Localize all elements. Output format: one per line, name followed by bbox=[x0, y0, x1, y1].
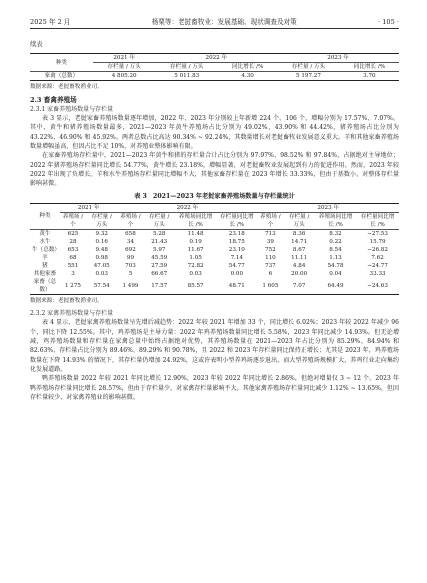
table-row bbox=[30, 270, 399, 278]
table-cell: 0.22 bbox=[329, 238, 342, 245]
column-header: 存栏量 / 万头 bbox=[91, 213, 112, 228]
table-cell: 15.79 bbox=[369, 238, 386, 245]
paragraph: 鸭养殖场数量 2022 年较 2021 年同比增长 12.90%，2023 年较 2022 年同比增长 2.86%，但绝对增量仅 3 ~ 12 个。2023 年鸭养殖场存栏量同比增长 28.57%，但由于存栏量少，对家禽存栏量影响不大。其他家禽养殖场存栏量同比减少 1.12% ~ 13.65%，但因存栏量较少，对家禽养殖业的影响甚微。 bbox=[30, 375, 399, 401]
year-header: 2023 年 bbox=[277, 54, 399, 63]
continued-label: 续表 bbox=[30, 41, 43, 48]
table-cell: 653 bbox=[67, 246, 79, 253]
year-header: 2021 年 bbox=[60, 203, 118, 212]
table-cell: 5.97 bbox=[152, 246, 166, 253]
column-header: 养殖场 / 个 bbox=[120, 213, 141, 228]
column-header: 养殖场 / 个 bbox=[62, 213, 84, 228]
table3-rowhead: 种类 bbox=[39, 213, 51, 220]
table-cell: 658 bbox=[125, 230, 136, 237]
table-cell: 8.54 bbox=[329, 246, 342, 253]
table-cell: 3.70 bbox=[363, 73, 376, 80]
column-header: 存栏量 / 万头 bbox=[288, 213, 310, 228]
year-header: 2022 年 bbox=[117, 203, 257, 212]
table-row bbox=[30, 238, 399, 246]
table-cell: 110 bbox=[265, 254, 276, 261]
table-cell: 1.05 bbox=[189, 254, 202, 261]
table-cell: 57.54 bbox=[93, 282, 110, 289]
table-cell: 1.13 bbox=[329, 254, 342, 261]
table-cell: 28 bbox=[69, 238, 77, 245]
table-cell: 0.03 bbox=[95, 270, 108, 277]
table-cell: 625 bbox=[67, 230, 79, 237]
table-cell: 9.48 bbox=[95, 246, 108, 253]
year-header: 2022 年 bbox=[155, 54, 277, 63]
row-label: 水牛 bbox=[39, 238, 51, 245]
column-header: 存栏量同比增长 /% bbox=[220, 213, 254, 228]
table-cell: 45.59 bbox=[151, 254, 168, 261]
table-cell: 8.67 bbox=[292, 246, 306, 253]
year-header: 2021 年 bbox=[93, 54, 156, 63]
column-header: 存栏量同比增长 /% bbox=[360, 213, 395, 228]
row-label: 黄牛 bbox=[39, 230, 51, 237]
table-cell: −26.82 bbox=[367, 246, 388, 253]
row-label: 猪 bbox=[42, 262, 48, 269]
table-cell: 33.33 bbox=[369, 270, 386, 277]
table-cell: 11.11 bbox=[291, 254, 308, 261]
table-cell: 9.32 bbox=[95, 230, 108, 237]
paragraph: 表 4 显示，老挝家禽养殖场数量呈先增后减趋势：2022 年较 2021 年增加 33 个，同比增长 6.02%；2023 年较 2022 年减少 96 个，同比下降 12.55%。其中，鸡养殖场是主导力量：2022 年鸡养殖场数量同比增长 5.58%，2023 年同比减少 14.93%。但无论增减，鸡养殖场数量和存栏量在家禽总量中始终占据绝对优势，其养殖场数量在 2021—2023 年占比分别为 85.29%、84.94% 和 82.63%，存栏量占比分别为 89.46%、89.29% 和 90.78%，且 2022 和 2023 年存栏量同比保持正增长；尤其是 2023 年，鸡养殖场数量在下降 14.93% 的情况下，其存栏量仍增加 24.92%，这或许表明小型养鸡场逐步退出，而大型养殖场规模扩大，养鸡行业走向集约化发展道路。 bbox=[30, 319, 399, 373]
column-header: 养殖场同比增长 /% bbox=[178, 213, 213, 228]
table-row bbox=[30, 254, 399, 262]
table-cell: 7.14 bbox=[230, 254, 244, 261]
table-cell: 20.00 bbox=[291, 270, 308, 277]
table-cell: 4.84 bbox=[292, 262, 306, 269]
table-cell: 0.19 bbox=[189, 238, 202, 245]
table-top bbox=[30, 53, 399, 81]
table-cell: 7.62 bbox=[371, 254, 384, 261]
table-cell: 5 011.83 bbox=[174, 73, 200, 80]
table-cell: 3 bbox=[71, 270, 75, 277]
table-cell: 692 bbox=[125, 246, 136, 253]
table-row bbox=[30, 278, 399, 295]
subsection-heading: 2.3.2 家禽养殖场数量与存栏量 bbox=[30, 310, 114, 318]
table-cell: 1 605 bbox=[262, 282, 279, 289]
table-cell: 8.32 bbox=[329, 230, 342, 237]
column-header: 存栏量 / 万头 bbox=[170, 64, 204, 71]
table-cell: 47.05 bbox=[93, 262, 110, 269]
table-cell: 48.71 bbox=[228, 282, 245, 289]
table-cell: 8.36 bbox=[292, 230, 306, 237]
table-cell: 11.67 bbox=[187, 246, 204, 253]
row-label: 牛（总数） bbox=[32, 246, 60, 253]
table-cell: 72.82 bbox=[187, 262, 204, 269]
table-cell: 66.67 bbox=[151, 270, 168, 277]
table-cell: 68 bbox=[69, 254, 77, 261]
table-cell: 17.57 bbox=[151, 282, 168, 289]
table-cell: 0.16 bbox=[95, 238, 108, 245]
table-cell: 703 bbox=[125, 262, 136, 269]
table-cell: 23.10 bbox=[228, 246, 245, 253]
column-header: 养殖场同比增长 /% bbox=[318, 213, 353, 228]
table-note: 数据来源：老挝畜牧渔业司。 bbox=[30, 84, 103, 91]
row-label: 其他家畜 bbox=[33, 270, 57, 277]
row-label: 家畜（总数） bbox=[33, 278, 57, 293]
table-cell: 5 bbox=[128, 270, 133, 277]
table-row bbox=[30, 246, 399, 254]
table-cell: 0.98 bbox=[95, 254, 108, 261]
table-cell: 85.57 bbox=[187, 282, 204, 289]
table-caption: 表 3 2021—2023 年老挝家畜养殖场数量与存栏量统计 bbox=[134, 192, 295, 200]
table-cell: 0.00 bbox=[230, 270, 244, 277]
table-cell: 23.18 bbox=[228, 230, 245, 237]
table-cell: 99 bbox=[126, 254, 135, 261]
table-cell: 39 bbox=[266, 238, 274, 245]
page-number: · 105 · bbox=[378, 18, 399, 26]
column-header: 存栏量 / 万头 bbox=[107, 64, 141, 71]
table-cell: −24.77 bbox=[367, 262, 388, 269]
header-date: 2025 年 2 月 bbox=[30, 18, 71, 26]
table-row bbox=[30, 262, 399, 270]
table-cell: 752 bbox=[265, 246, 276, 253]
table-cell: 6 bbox=[268, 270, 273, 277]
header-title: 杨栗等：老挝畜牧业：发展基础、现状调查及对策 bbox=[151, 18, 297, 26]
subsection-heading: 2.3.1 家畜养殖场数量与存栏量 bbox=[30, 105, 114, 113]
column-header: 同比增长 /% bbox=[353, 64, 386, 71]
table-cell: 0.03 bbox=[189, 270, 202, 277]
table-cell: 64.49 bbox=[327, 282, 344, 289]
table-cell: 1 499 bbox=[122, 282, 139, 289]
column-header: 存栏量 / 万头 bbox=[291, 64, 326, 71]
table-cell: 713 bbox=[265, 230, 276, 237]
column-header: 养殖场 / 个 bbox=[260, 213, 281, 228]
table-row bbox=[30, 229, 399, 238]
table-cell: 4.30 bbox=[241, 73, 254, 80]
table-cell: 7.07 bbox=[292, 282, 306, 289]
row-label: 羊 bbox=[42, 254, 48, 261]
table-cell: 1 275 bbox=[64, 282, 81, 289]
paragraph: 表 3 显示，老挝家畜养殖场数量逐年增加，2022 年、2023 年分别较上年新增 224 个、106 个，增幅分别为 17.57%、7.07%。其中，黄牛和猪养殖场数量最多，2021—2023 年黄牛养殖场占比分别为 49.02%、43.90% 和 44.42%，猪养殖场占比分别为 43.22%、46.90% 和 45.92%。两者总数占比高达 90.34% ~ 92.24%，其数量增长对老挝畜牧业发展意义重大。羊和其他家畜养殖场数量增幅虽高，但因占比不足 10%，对养殖业整体影响有限。 bbox=[30, 115, 399, 151]
table-cell: −27.53 bbox=[367, 230, 388, 237]
table-cell: 11.48 bbox=[187, 230, 204, 237]
table-cell: 737 bbox=[265, 262, 276, 269]
column-header: 同比增长 /% bbox=[231, 64, 264, 71]
row-label: 家禽（总数） bbox=[44, 73, 79, 80]
year-header: 2023 年 bbox=[257, 203, 399, 212]
table-cell: 0.04 bbox=[329, 270, 342, 277]
table-cell: 34 bbox=[126, 238, 135, 245]
table-cell: 21.43 bbox=[151, 238, 168, 245]
table-cell: 14.71 bbox=[291, 238, 308, 245]
running-header bbox=[30, 14, 399, 29]
table-note: 数据来源：老挝畜牧渔业司。 bbox=[30, 297, 103, 304]
column-header: 存栏量 / 万头 bbox=[148, 213, 170, 228]
table-cell: 5.28 bbox=[152, 230, 166, 237]
table-cell: −24.63 bbox=[367, 282, 388, 289]
table-cell: 551 bbox=[67, 262, 79, 269]
paragraph: 在家畜养殖场存栏量中，2021—2023 年黄牛和猪的存栏量合计占比分别为 97.97%、98.52% 和 97.84%，占据绝对主导地位；2022 年猪养殖场存栏量同比增长 54.77%，黄牛增长 23.18%，增幅显著，对老挝畜牧业发展起到有力的促进作用。然而，2023 年较 2022 年出现了负增长。羊和水牛养殖场存栏量同比增幅不大，其他家畜存栏量在 2023 年增长 33.33%，但由于基数小，对整体存栏量影响甚微。 bbox=[30, 152, 399, 188]
section-heading: 2.3 畜禽养殖场 bbox=[30, 95, 77, 104]
page-content bbox=[30, 40, 399, 402]
table-cell: 5 197.27 bbox=[296, 73, 321, 80]
table-cell: 27.59 bbox=[151, 262, 168, 269]
table-top-rowhead: 种类 bbox=[55, 59, 68, 66]
table-cell: 4 805.20 bbox=[111, 73, 137, 80]
table-cell: 54.78 bbox=[327, 262, 344, 269]
table-row bbox=[30, 72, 399, 81]
table-cell: 54.77 bbox=[228, 262, 245, 269]
table-cell: 18.75 bbox=[228, 238, 245, 245]
table-3 bbox=[30, 203, 399, 295]
